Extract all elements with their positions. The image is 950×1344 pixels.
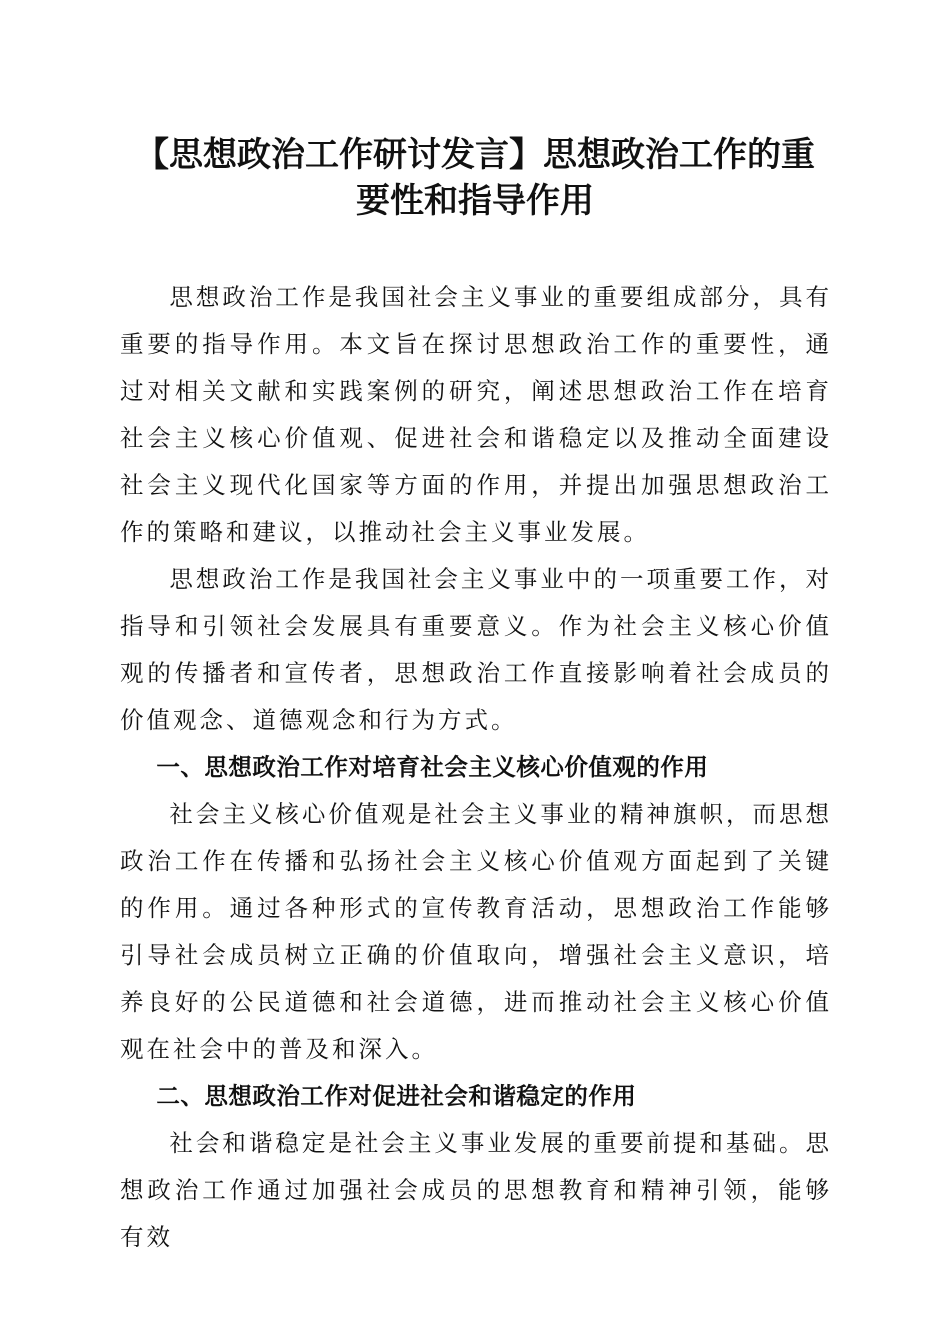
section-2-paragraph: 社会和谐稳定是社会主义事业发展的重要前提和基础。思想政治工作通过加强社会成员的思想教育和精神引领，能够有效 (120, 1129, 832, 1251)
intro-paragraph-2: 思想政治工作是我国社会主义事业中的一项重要工作，对指导和引领社会发展具有重要意义。作为社会主义核心价值观的传播者和宣传者，思想政治工作直接影响着社会成员的价值观念、道德观念和行为方式。 (120, 565, 832, 734)
document-body (120, 274, 832, 1261)
intro-paragraph-1: 思想政治工作是我国社会主义事业的重要组成部分，具有重要的指导作用。本文旨在探讨思想政治工作的重要性，通过对相关文献和实践案例的研究，阐述思想政治工作在培育社会主义核心价值观、促进社会和谐稳定以及推动全面建设社会主义现代化国家等方面的作用，并提出加强思想政治工作的策略和建议，以推动社会主义事业发展。 (120, 283, 832, 546)
section-1-heading: 一、思想政治工作对培育社会主义核心价值观的作用 (156, 753, 709, 781)
document-title: 【思想政治工作研讨发言】思想政治工作的重要性和指导作用 (135, 135, 815, 221)
section-2-heading: 二、思想政治工作对促进社会和谐稳定的作用 (156, 1082, 637, 1110)
section-1-paragraph: 社会主义核心价值观是社会主义事业的精神旗帜，而思想政治工作在传播和弘扬社会主义核心价值观方面起到了关键的作用。通过各种形式的宣传教育活动，思想政治工作能够引导社会成员树立正确的价值取向，增强社会主义意识，培养良好的公民道德和社会道德，进而推动社会主义核心价值观在社会中的普及和深入。 (120, 800, 832, 1063)
